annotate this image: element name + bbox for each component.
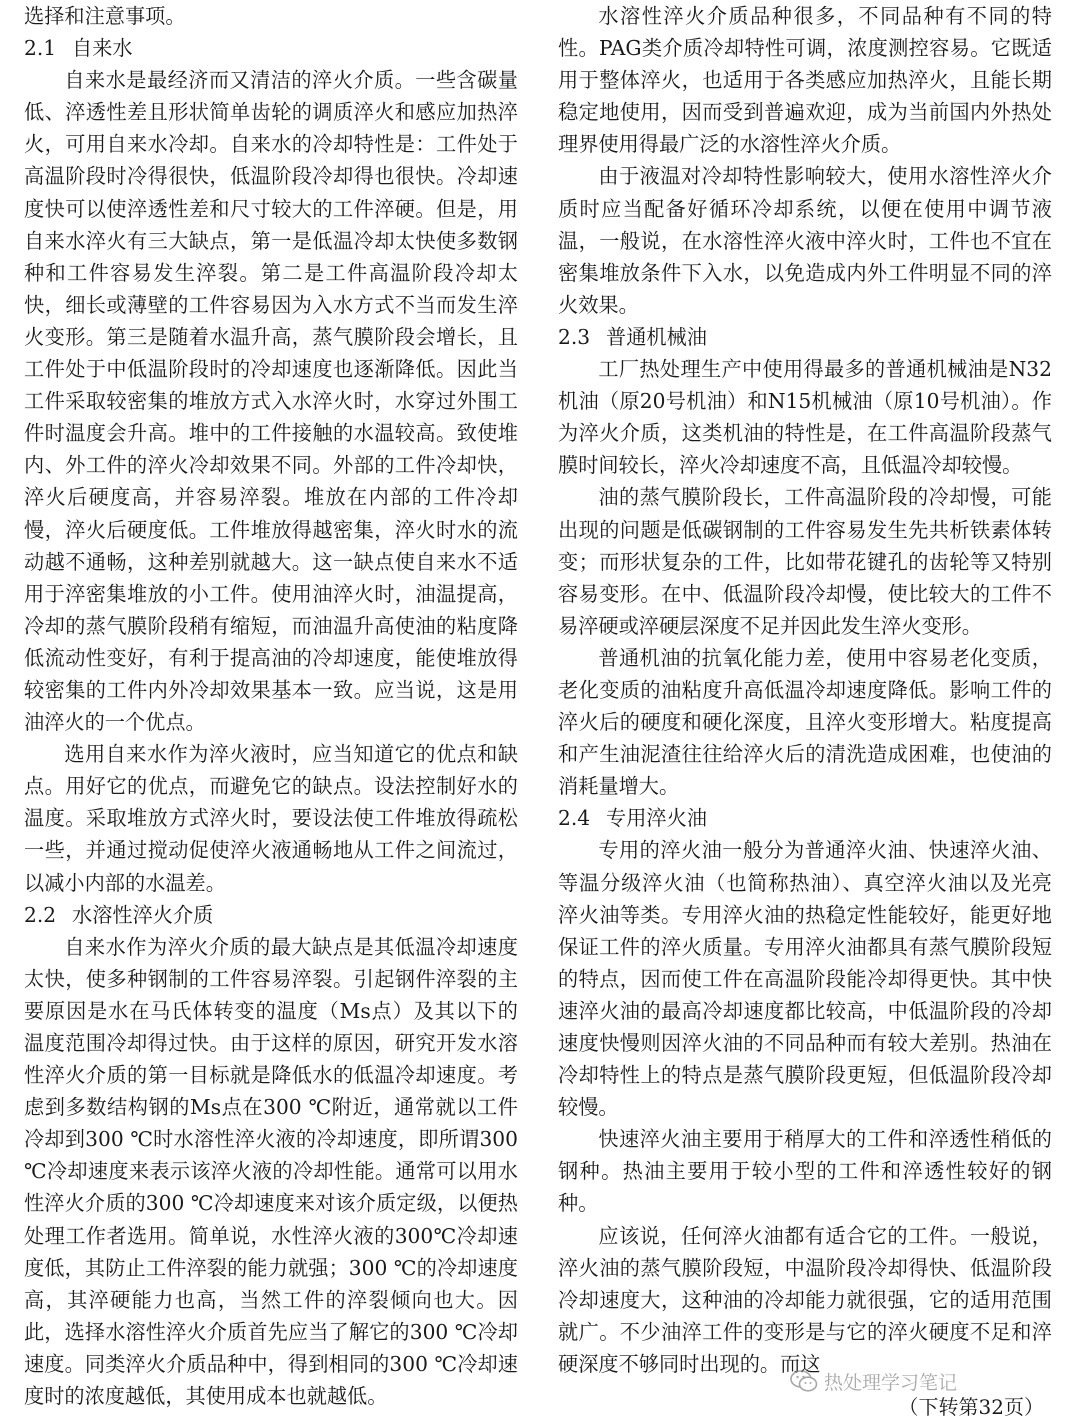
section-title: 普通机械油 (606, 324, 707, 349)
paragraph: 快速淬火油主要用于稍厚大的工件和淬透性稍低的钢种。热油主要用于较小型的工件和淬透性较好的钢种。 (558, 1127, 1052, 1216)
right-column (558, 0, 1052, 1380)
watermark (790, 1366, 1048, 1396)
paragraph: 水溶性淬火介质品种很多，不同品种有不同的特性。PAG类介质冷却特性可调，浓度测控容易。它既适用于整体淬火，也适用于各类感应加热淬火，且能长期稳定地使用，因而受到普遍欢迎，成为当前国内外热处理界使用得最广泛的水溶性淬火介质。 (558, 4, 1052, 157)
paragraph: 油的蒸气膜阶段长，工件高温阶段的冷却慢，可能出现的问题是低碳钢制的工件容易发生先共析铁素体转变；而形状复杂的工件，比如带花键孔的齿轮等又特别容易变形。在中、低温阶段冷却慢，使比较大的工件不易淬硬或淬硬层深度不足并因此发生淬火变形。 (558, 485, 1052, 638)
paragraph: 专用的淬火油一般分为普通淬火油、快速淬火油、等温分级淬火油（也简称热油）、真空淬火油以及光亮淬火油等类。专用淬火油的热稳定性能较好，能更好地保证工件的淬火质量。专用淬火油都具有蒸气膜阶段短的特点，因而使工件在高温阶段能冷却得更快。其中快速淬火油的最高冷却速度都比较高，中低温阶段的冷却速度快慢则因淬火油的不同品种而有较大差别。热油在冷却特性上的特点是蒸气膜阶段更短，但低温阶段冷却较慢。 (558, 838, 1052, 1120)
paragraph: 自来水作为淬火介质的最大缺点是其低温冷却速度太快，使多种钢制的工件容易淬裂。引起钢件淬裂的主要原因是水在马氏体转变的温度（Ms点）及其以下的温度范围冷却得过快。由于这样的原因，研究开发水溶性淬火介质的第一目标就是降低水的低温冷却速度。考虑到多数结构钢的Ms点在300 ℃附近，通常就以工件冷却到300 ℃时水溶性淬火液的冷却速度，即所谓300 ℃冷却速度来表示该淬火液的冷却性能。通常可以用水性淬火介质的300 ℃冷却速度来对该介质定级，以便热处理工作者选用。简单说，水性淬火液的300℃冷却速度低，其防止工件淬裂的能力就强；300 ℃的冷却速度高，其淬硬能力也高，当然工件的淬裂倾向也大。因此，选择水溶性淬火介质首先应当了解它的300 ℃冷却速度。同类淬火介质品种中，得到相同的300 ℃冷却速度时的浓度越低，其使用成本也就越低。 (24, 934, 518, 1409)
section-title: 专用淬火油 (606, 806, 707, 831)
section-number: 2.4 (558, 806, 591, 831)
section-number: 2.2 (24, 902, 57, 927)
paragraph-carryover: 选择和注意事项。 (24, 4, 186, 28)
section-number: 2.3 (558, 324, 591, 349)
section-heading-2-4 (558, 802, 1052, 834)
section-number: 2.1 (24, 36, 57, 61)
paragraph: 由于液温对冷却特性影响较大，使用水溶性淬火介质时应当配备好循环冷却系统，以便在使用中调节液温，一般说，在水溶性淬火液中淬火时，工件也不宜在密集堆放条件下入水，以免造成内外工件明显不同的淬火效果。 (558, 164, 1052, 317)
continued-note: （下转第32页） (898, 1395, 1044, 1419)
section-heading-2-1 (24, 32, 518, 64)
section-title: 自来水 (72, 36, 133, 61)
paragraph: 应该说，任何淬火油都有适合它的工件。一般说，淬火油的蒸气膜阶段短，中温阶段冷却得快、低温阶段冷却速度大，这种油的冷却能力就很强，它的适用范围就广。不少油淬工件的变形是与它的淬火硬度不足和淬硬深度不够同时出现的。而这 (558, 1223, 1052, 1376)
paragraph: 普通机油的抗氧化能力差，使用中容易老化变质，老化变质的油粘度升高低温冷却速度降低。影响工件的淬火后的硬度和硬化深度，且淬火变形增大。粘度提高和产生油泥渣往往给淬火后的清洗造成困难，也使油的消耗量增大。 (558, 645, 1052, 799)
paragraph: 选用自来水作为淬火液时，应当知道它的优点和缺点。用好它的优点，而避免它的缺点。设法控制好水的温度。采取堆放方式淬火时，要设法使工件堆放得疏松一些，并通过搅动促使淬火液通畅地从工件之间流过，以减小内部的水温差。 (24, 742, 518, 895)
section-heading-2-2 (24, 899, 518, 931)
left-column (24, 0, 518, 1412)
paragraph: 工厂热处理生产中使用得最多的普通机械油是N32机油（原20号机油）和N15机械油（原10号机油）。作为淬火介质，这类机油的特性是，在工件高温阶段蒸气膜时间较长，淬火冷却速度不高，且低温冷却较慢。 (558, 357, 1052, 478)
section-heading-2-3 (558, 321, 1052, 353)
paragraph: 自来水是最经济而又清洁的淬火介质。一些含碳量低、淬透性差且形状简单齿轮的调质淬火和感应加热淬火，可用自来水冷却。自来水的冷却特性是：工件处于高温阶段时冷得很快，低温阶段冷却得也很快。冷却速度快可以使淬透性差和尺寸较大的工件淬硬。但是，用自来水淬火有三大缺点，第一是低温冷却太快使多数钢种和工件容易发生淬裂。第二是工件高温阶段冷却太快，细长或薄壁的工件容易因为入水方式不当而发生淬火变形。第三是随着水温升高，蒸气膜阶段会增长，且工件处于中低温阶段时的冷却速度也逐渐降低。因此当工件采取较密集的堆放方式入水淬火时，水穿过外围工件时温度会升高。堆中的工件接触的水温较高。致使堆内、外工件的淬火冷却效果不同。外部的工件冷却快，淬火后硬度高，并容易淬裂。堆放在内部的工件冷却慢，淬火后硬度低。工件堆放得越密集，淬火时水的流动越不通畅，这种差别就越大。这一缺点使自来水不适用于淬密集堆放的小工件。使用油淬火时，油温提高，冷却的蒸气膜阶段稍有缩短，而油温升高使油的粘度降低流动性变好，有利于提高油的冷却速度，能使堆放得较密集的工件内外冷却效果基本一致。应当说，这是用油淬火的一个优点。 (24, 68, 518, 735)
watermark-text: 热处理学习笔记 (824, 1371, 958, 1394)
section-title: 水溶性淬火介质 (72, 902, 214, 927)
wechat-icon (790, 1368, 818, 1394)
